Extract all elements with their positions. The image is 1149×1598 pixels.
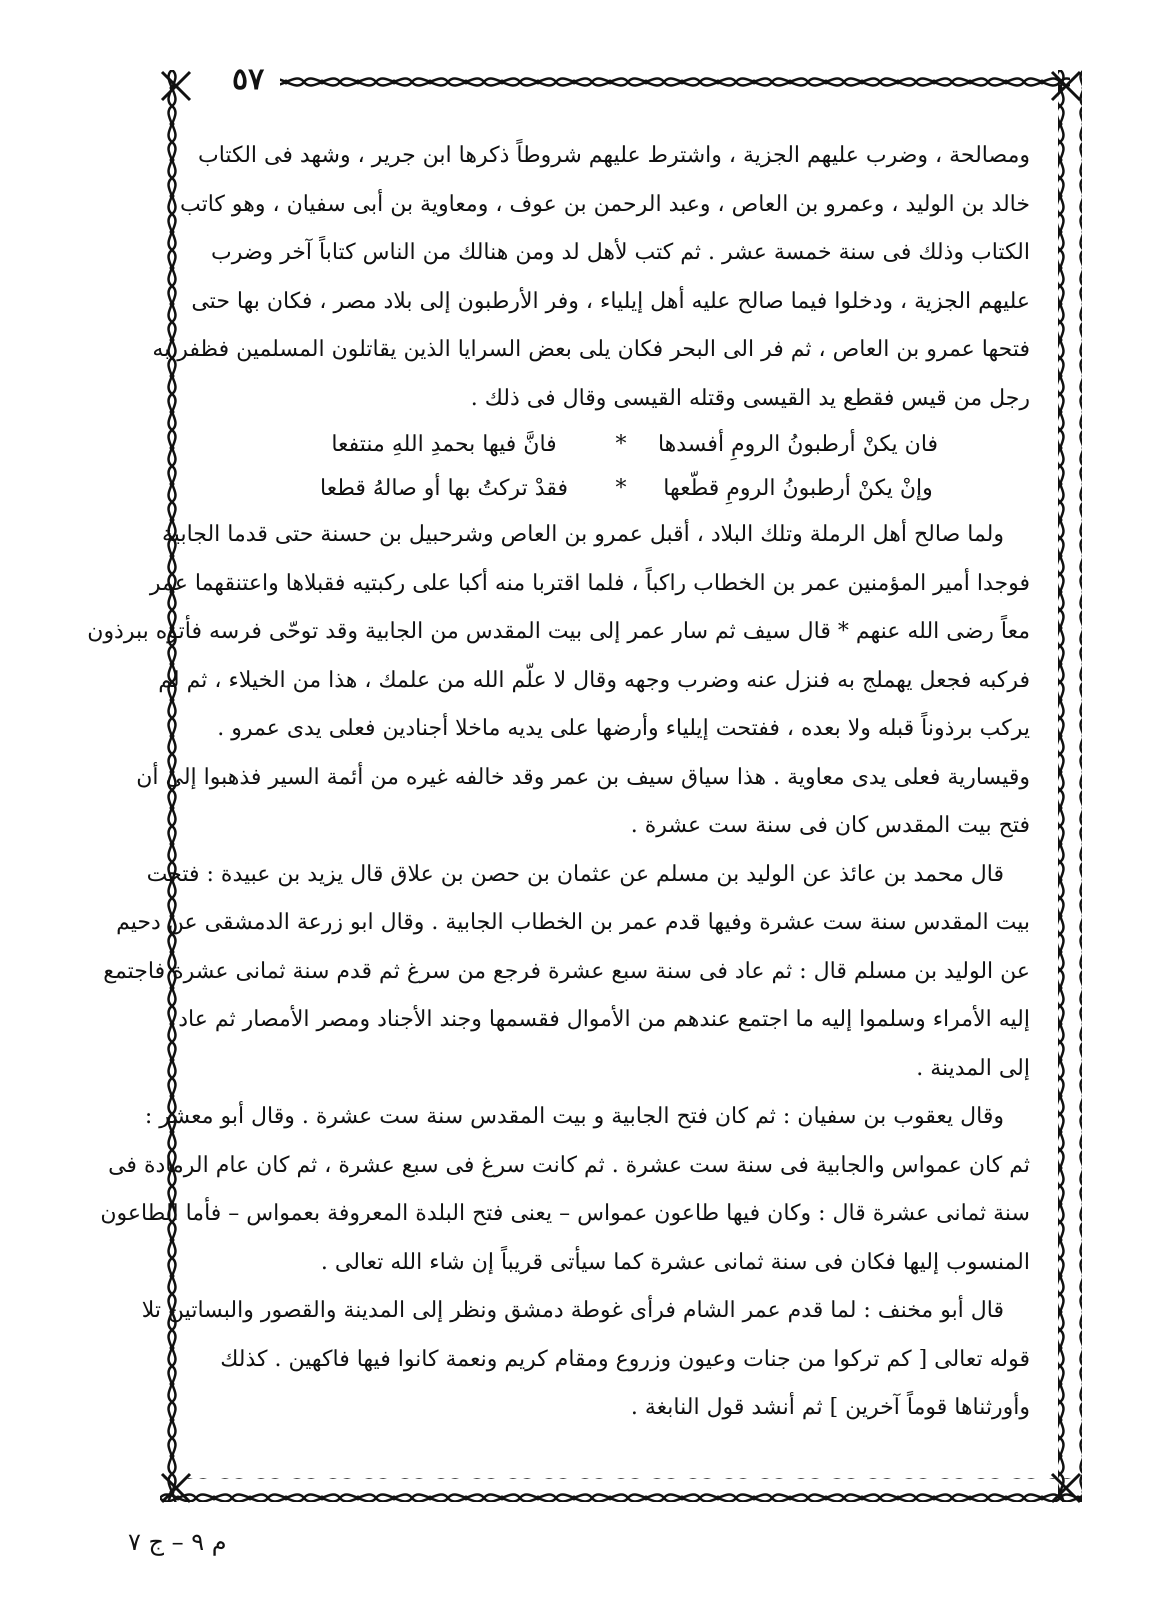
text-line: عليهم الجزية ، ودخلوا فيما صالح عليه أهل إيلياء ، وفر الأرطبون إلى بلاد مصر ، فكان بها حتى: [191, 288, 1030, 314]
text-line: رجل من قيس فقطع يد القيسى وقتله القيسى وقال فى ذلك .: [470, 385, 1030, 411]
text-line: فتحها عمرو بن العاص ، ثم فر الى البحر فكان يلى بعض السرايا الذين يقاتلون المسلمين فظفر به: [152, 337, 1030, 362]
text-line: فتح بيت المقدس كان فى سنة ست عشرة .: [630, 813, 1030, 838]
text-line: ومصالحة ، وضرب عليهم الجزية ، واشترط عليهم شروطاً ذكرها ابن جرير ، وشهد فى الكتاب: [198, 143, 1030, 168]
text-line: الكتاب وذلك فى سنة خمسة عشر . ثم كتب لأهل لد ومن هنالك من الناس كتاباً آخر وضرب: [211, 240, 1030, 265]
text-line: وقيسارية فعلى يدى معاوية . هذا سياق سيف بن عمر وقد خالفه غيره من أئمة السير فذهبوا إلى أن: [136, 764, 1030, 790]
verse-first-hemistich: وإنْ يكنْ أرطبونُ الرومِ قطّعها: [663, 476, 933, 501]
verse-second-hemistich: فانَّ فيها بحمدِ اللهِ منتفعا: [331, 432, 557, 457]
verse-separator: *: [615, 476, 627, 501]
text-line: سنة ثمانى عشرة قال : وكان فيها طاعون عمواس – يعنى فتح البلدة المعروفة بعمواس – فأما الطاعون: [100, 1201, 1030, 1226]
text-line: المنسوب إليها فكان فى سنة ثمانى عشرة كما سيأتى قريباً إن شاء الله تعالى .: [320, 1249, 1030, 1275]
text-line: فوجدا أمير المؤمنين عمر بن الخطاب راكباً ، فلما اقتربا منه أكبا على ركبتيه فقبلاها واعتنقهما عمر: [149, 570, 1030, 596]
verse-line: [212, 467, 1030, 511]
text-line: ولما صالح أهل الرملة وتلك البلاد ، أقبل عمرو بن العاص وشرحبيل بن حسنة حتى قدما الجابية: [162, 522, 1004, 547]
verse-separator: *: [615, 432, 627, 457]
text-line: بيت المقدس سنة ست عشرة وفيها قدم عمر بن الخطاب الجابية . وقال ابو زرعة الدمشقى عن دحيم: [116, 910, 1030, 935]
text-line: يركب برذوناً قبله ولا بعده ، ففتحت إيلياء وأرضها على يديه ماخلا أجنادين فعلى يدى عمرو .: [217, 716, 1030, 741]
text-line: قال أبو مخنف : لما قدم عمر الشام فرأى غوطة دمشق ونظر إلى المدينة والقصور والبساتين تلا: [141, 1298, 1004, 1323]
verse-line: [212, 423, 1030, 467]
signature-mark: م ٩ – ج ٧: [128, 1528, 227, 1556]
paragraph: [152, 132, 1030, 423]
text-line: قوله تعالى [ كم تركوا من جنات وعيون وزروع ومقام كريم ونعمة كانوا فيها فاكهين . كذلك: [220, 1346, 1030, 1372]
verse-first-hemistich: فان يكنْ أرطبونُ الرومِ أفسدها: [657, 432, 939, 457]
page-body: [87, 132, 1030, 1433]
text-line: ثم كان عمواس والجابية فى سنة ست عشرة . ثم كانت سرغ فى سبع عشرة ، ثم كان عام الرمادة فى: [108, 1152, 1030, 1178]
text-line: عن الوليد بن مسلم قال : ثم عاد فى سنة سبع عشرة فرجع من سرغ ثم قدم سنة ثمانى عشرة فاجتمع: [103, 958, 1030, 984]
text-line: وقال يعقوب بن سفيان : ثم كان فتح الجابية و بيت المقدس سنة ست عشرة . وقال أبو معشر :: [144, 1104, 1004, 1129]
text-line: قال محمد بن عائذ عن الوليد بن مسلم عن عثمان بن حصن بن علاق قال يزيد بن عبيدة : فتحت: [146, 861, 1004, 887]
text-line: إلى المدينة .: [916, 1055, 1030, 1081]
poem: [212, 423, 1030, 511]
paragraph: [100, 1093, 1030, 1287]
text-line: فركبه فجعل يهملج به فنزل عنه وضرب وجهه وقال لا علّم الله من علمك ، هذا من الخيلاء ، ثم لم: [158, 667, 1030, 693]
paragraph: [141, 1287, 1030, 1433]
paragraph: [103, 851, 1030, 1094]
page-number: ٥٧: [232, 62, 265, 97]
text-line: خالد بن الوليد ، وعمرو بن العاص ، وعبد الرحمن بن عوف ، ومعاوية بن أبى سفيان ، وهو كاتب: [180, 191, 1030, 217]
paragraph: [87, 511, 1030, 851]
text-line: معاً رضى الله عنهم * قال سيف ثم سار عمر إلى بيت المقدس من الجابية وقد توحّى فرسه فأتوه ببرذون: [87, 619, 1030, 644]
text-line: وأورثناها قوماً آخرين ] ثم أنشد قول النابغة .: [630, 1395, 1030, 1420]
text-line: إليه الأمراء وسلموا إليه ما اجتمع عندهم من الأموال فقسمها وجند الأجناد ومصر الأمصار ثم عاد: [178, 1007, 1030, 1032]
verse-second-hemistich: فقدْ تركتُ بها أو صالهُ قطعا: [320, 476, 568, 501]
